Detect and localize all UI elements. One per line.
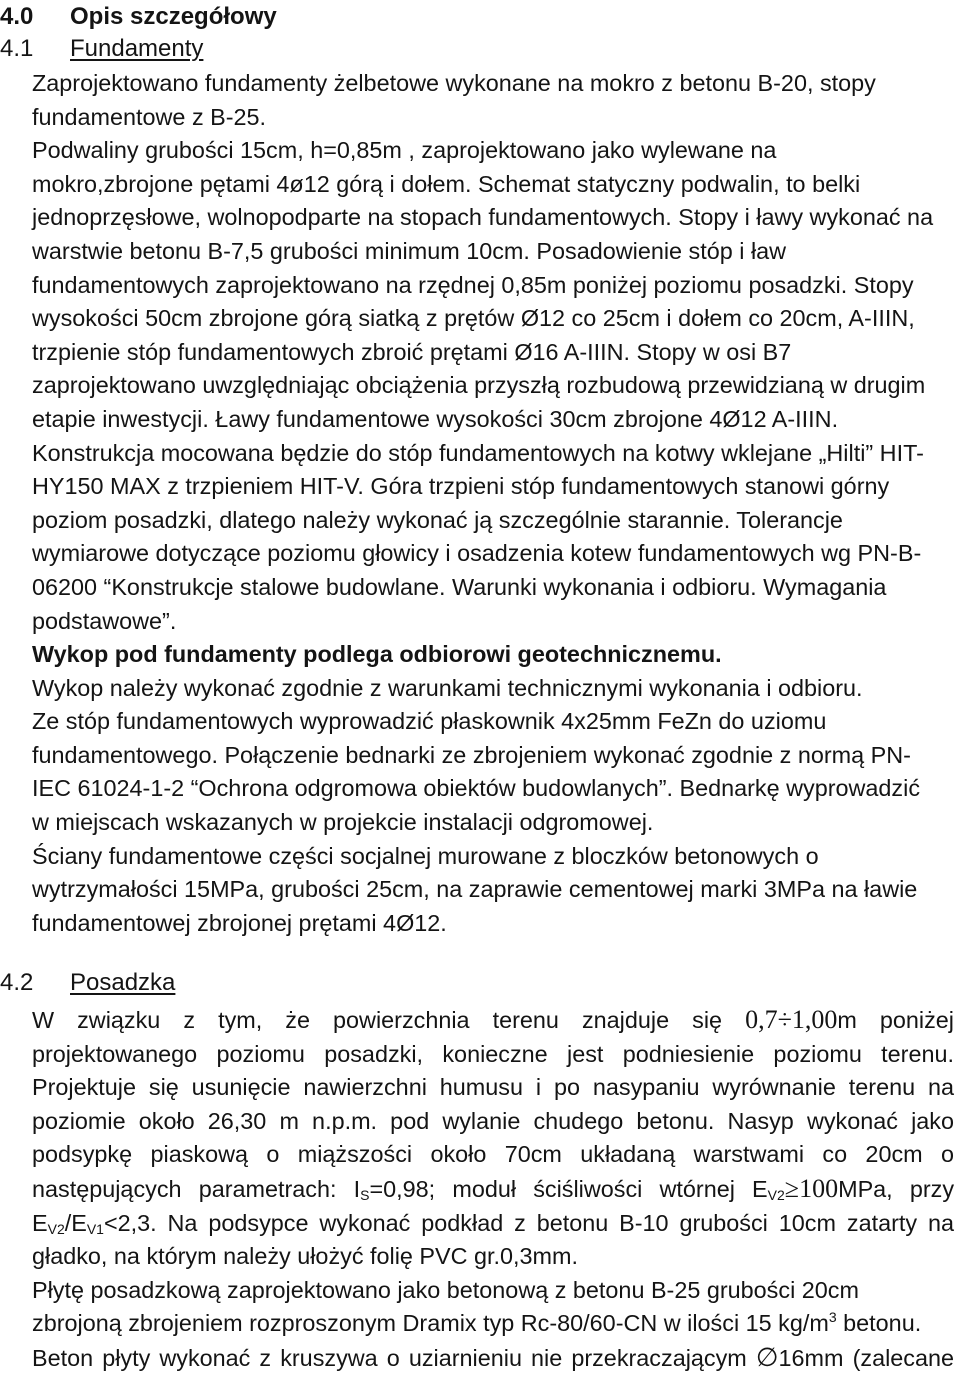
text-line: wysokości 50cm zbrojone górą siatką z prętów Ø12 co 25cm i dołem co 20cm, A-IIIN, [32,305,915,332]
math-value: ≥100 [784,1173,839,1203]
text-fragment: Beton płyty wykonać z kruszywa o uziarnieniu nie przekraczającym [32,1344,756,1371]
text-line: warstwie betonu B-7,5 grubości minimum 10cm. Posadowienie stóp i ław [32,237,787,264]
text-line: Projektuje się usunięcie nawierzchni humusu i po nasypaniu wyrównanie terenu na [32,1074,954,1101]
text-line: fundamentowe z B-25. [32,103,267,130]
text-line: jednoprzęsłowe, wolnopodparte na stopach fundamentowych. Stopy i ławy wykonać na [32,204,934,231]
text-line [32,1341,954,1376]
text-line: Podwaliny grubości 15cm, h=0,85m , zaprojektowano jako wylewane na [32,137,777,164]
subscript: S [360,1186,370,1203]
text-fragment: <2,3. Na podsypce wykonać podkład z betonu B-10 grubości 10cm zatarty na [103,1209,954,1236]
text-fragment: m poniżej [837,1007,954,1033]
text-line: gładko, na którym należy ułożyć folię PVC gr.0,3mm. [32,1243,579,1270]
text-fragment: zbrojoną zbrojeniem rozproszonym Dramix typ Rc-80/60-CN w ilości 15 kg/m [32,1310,829,1337]
text-line: IEC 61024-1-2 “Ochrona odgromowa obiektów budowlanych”. Bednarkę wyprowadzić [32,775,921,802]
math-range: 0,7÷1,00 [745,1005,838,1034]
section-title: Opis szczegółowy [70,3,277,30]
bold-notice: Wykop pod fundamenty podlega odbiorowi geotechnicznemu. [32,641,722,668]
subscript: V2 [47,1220,65,1237]
text-line [32,1003,954,1038]
subscript: V2 [767,1186,785,1203]
subsection-number: 4.2 [0,969,34,996]
text-fragment: E [32,1209,48,1236]
subsection-heading-posadzka [0,966,175,1000]
text-line: poziomie około 26,30 m n.p.m. pod wylanie chudego betonu. Nasyp wykonać jako [32,1107,954,1134]
subsection-number: 4.1 [0,35,34,62]
text-line: Ze stóp fundamentowych wyprowadzić płaskownik 4x25mm FeZn do uziomu [32,708,827,735]
subsection-heading-fundamenty [0,32,203,66]
text-line: fundamentowego. Połączenie bednarki ze zbrojeniem wykonać zgodnie z normą PN- [32,741,911,768]
posadzka-body [32,1003,954,1376]
text-line: Płytę posadzkową zaprojektowano jako betonową z betonu B-25 grubości 20cm [32,1276,859,1303]
text-line: wytrzymałości 15MPa, grubości 25cm, na zaprawie cementowej marki 3MPa na ławie [32,876,918,903]
text-fragment: W związku z tym, że powierzchnia terenu znajduje się [32,1007,746,1033]
text-line: poziom posadzki, dlatego należy wykonać ją szczególnie starannie. Tolerancje [32,506,843,533]
section-heading [0,0,277,34]
text-line: fundamentowej zbrojonej prętami 4Ø12. [32,909,447,936]
text-line: fundamentowych zaprojektowano na rzędnej 0,85m poniżej poziomu posadzki. Stopy [32,271,914,298]
text-line: wymiarowe dotyczące poziomu głowicy i osadzenia kotew fundamentowych wg PN-B- [32,540,922,567]
text-fragment: następujących parametrach: I [32,1175,361,1202]
text-line [32,1207,954,1241]
section-number: 4.0 [0,3,34,30]
subscript: V1 [86,1220,104,1237]
text-line [32,1172,954,1207]
text-line: Konstrukcja mocowana będzie do stóp fundamentowych na kotwy wklejane „Hilti” HIT- [32,439,924,466]
text-fragment: MPa, przy [838,1175,955,1202]
text-line: Zaprojektowano fundamenty żelbetowe wykonane na mokro z betonu B-20, stopy [32,70,876,96]
fundamenty-body [32,67,954,940]
text-fragment: 16mm (zalecane [778,1344,955,1371]
text-line: Wykop należy wykonać zgodnie z warunkami technicznymi wykonania i odbioru. [32,674,863,701]
text-line: projektowanego poziomu posadzki, konieczne jest podniesienie poziomu terenu. [32,1040,954,1067]
text-line [32,1307,954,1341]
text-line: HY150 MAX z trzpieniem HIT-V. Góra trzpieni stóp fundamentowych stanowi górny [32,473,890,500]
subsection-title: Posadzka [70,969,176,996]
subsection-title: Fundamenty [70,35,204,62]
text-line: trzpienie stóp fundamentowych zbroić prętami Ø16 A-IIIN. Stopy w osi B7 [32,338,792,365]
text-line: mokro,zbrojone pętami 4ø12 górą i dołem. Schemat statyczny podwalin, to belki [32,170,861,197]
text-fragment: betonu. [836,1310,922,1337]
text-line: podstawowe”. [32,607,177,634]
text-fragment: =0,98; moduł ściśliwości wtórnej E [369,1175,768,1202]
text-line: 06200 “Konstrukcje stalowe budowlane. Warunki wykonania i odbioru. Wymagania [32,573,887,600]
superscript: 3 [828,1309,837,1326]
text-line: etapie inwestycji. Ławy fundamentowe wysokości 30cm zbrojone 4Ø12 A-IIIN. [32,405,839,432]
text-line: zaprojektowano uwzględniając obciążenia przyszłą rozbudową przewidzianą w drugim [32,372,926,399]
text-fragment: /E [64,1209,87,1236]
text-line: podsypkę piaskową o miąższości około 70cm układaną warstwami co 20cm o [32,1141,954,1168]
diameter-symbol: ∅ [755,1342,779,1372]
text-line: w miejscach wskazanych w projekcie instalacji odgromowej. [32,809,654,836]
text-line: Ściany fundamentowe części socjalnej murowane z bloczków betonowych o [32,842,819,869]
